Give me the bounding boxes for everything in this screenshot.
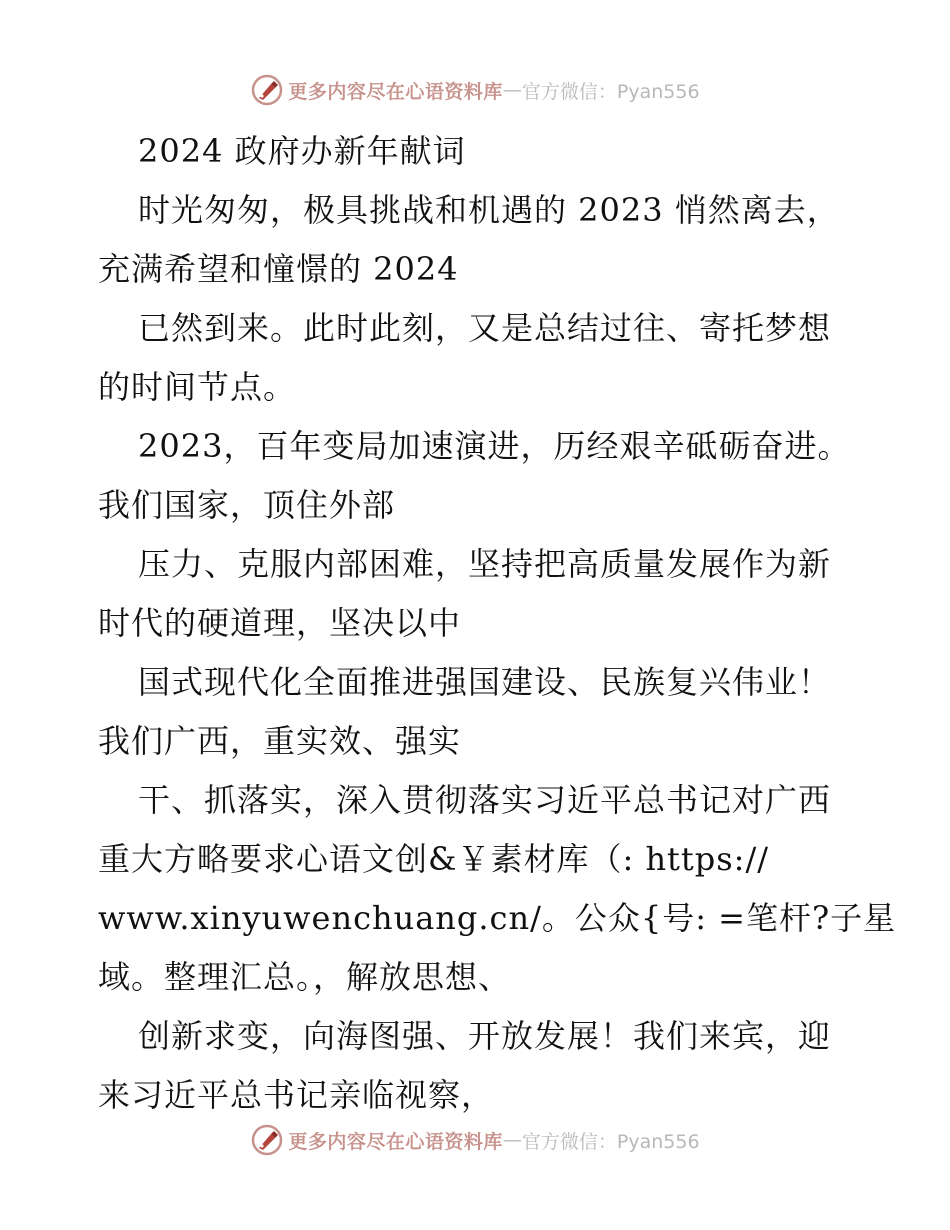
watermark-separator: — [502,1129,522,1151]
header-watermark [0,70,950,110]
paragraph-line: 压力、克服内部困难，坚持把高质量发展作为新 [138,545,832,583]
paragraph-line: 重大方略要求心语文创&￥素材库（: https:// [98,840,770,878]
paragraph-line: www.xinyuwenchuang.cn/。公众{号: =笔杆?子星 [98,899,897,937]
document-title: 2024 政府办新年献词 [138,132,466,170]
watermark-separator: — [502,79,522,101]
paragraph-line: 时光匆匆，极具挑战和机遇的 2023 悄然离去， [138,191,840,229]
fountain-pen-logo-icon [250,73,284,107]
watermark-brand-text: 更多内容尽在心语资料库 [288,1130,503,1153]
paragraph-line: 2023，百年变局加速演进，历经艰辛砥砺奋进。 [138,427,851,465]
watermark-contact-text: 官方微信：Pyan556 [521,80,700,103]
paragraph-line: 域。整理汇总。，解放思想、 [98,958,512,996]
fountain-pen-logo-icon [250,1123,284,1157]
paragraph-line: 干、抓落实，深入贯彻落实习近平总书记对广西 [138,781,832,819]
paragraph-line: 时代的硬道理，坚决以中 [98,604,462,642]
paragraph-line: 的时间节点。 [98,368,297,406]
paragraph-line: 我们国家，顶住外部 [98,486,396,524]
paragraph-line: 创新求变，向海图强、开放发展！我们来宾，迎 [138,1017,832,1055]
footer-watermark [0,1120,950,1160]
document-body [98,122,897,1125]
watermark-brand-text: 更多内容尽在心语资料库 [288,80,503,103]
watermark-contact-text: 官方微信：Pyan556 [521,1130,700,1153]
paragraph-line: 已然到来。此时此刻，又是总结过往、寄托梦想 [138,309,832,347]
paragraph-line: 我们广西，重实效、强实 [98,722,462,760]
paragraph-line: 国式现代化全面推进强国建设、民族复兴伟业！ [138,663,832,701]
paragraph-line: 充满希望和憧憬的 2024 [98,250,459,288]
paragraph-line: 来习近平总书记亲临视察， [98,1076,495,1114]
